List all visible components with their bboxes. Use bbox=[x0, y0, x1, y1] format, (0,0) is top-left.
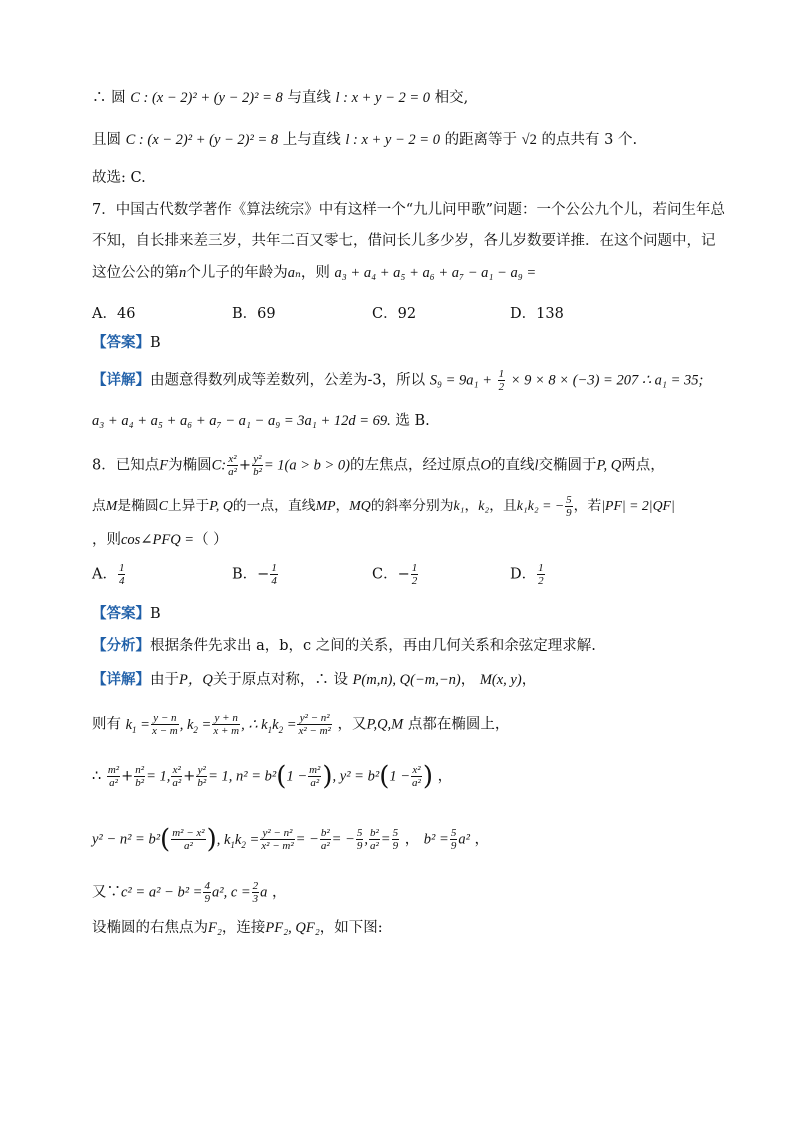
line-equation: l : x + y − 2 = 0 bbox=[345, 132, 440, 148]
var-an: aₙ bbox=[287, 265, 301, 281]
option-a: A． $\frac{1}{4}$ bbox=[92, 562, 125, 587]
text: 相交, bbox=[434, 90, 469, 106]
circle-equation: C : (x − 2)² + (y − 2)² = 8 bbox=[125, 132, 279, 148]
fraction-five-ninths: $\frac{5}{9}$ bbox=[392, 827, 399, 852]
var: C: bbox=[211, 457, 227, 474]
sum-result: a₃ + a₄ + a₅ + a₆ + a₇ − a₁ − a₉ = 3a₁ + 12d = 69. bbox=[92, 413, 391, 429]
cos-expression: cos∠PFQ = bbox=[121, 532, 195, 548]
text: 这位公公的第 bbox=[92, 265, 179, 281]
text: （ ） bbox=[194, 532, 228, 548]
text: 设椭圆的右焦点为 bbox=[92, 920, 208, 936]
text: 则有 bbox=[92, 716, 121, 733]
option-b: B．− $\frac{1}{4}$ bbox=[232, 562, 277, 587]
var: P, Q bbox=[596, 457, 622, 474]
answer-tag: 【答案】 bbox=[92, 334, 150, 351]
detail-8-line-4: y² − n² = b²( $\frac{\text{m² − x²}}{\text{a²}}$ ), $k_1k_2$ = $\frac{\text{y² − n²}}{\text{x² − m²}}$ = − $\frac{\text{b²}}{\text{a²}}$ = − $\frac{5}{9}$ , $\frac{\text{b²}}{\text{a²}}$ = $\frac{5}{9}$ ， b² = $\frac{5}{9}$ a² ， bbox=[92, 824, 490, 855]
focal-expression: c² = a² − b² = bbox=[121, 884, 203, 901]
option-d: D． $\frac{1}{2}$ bbox=[510, 562, 544, 587]
fraction-y2b2: $\frac{\text{y²}}{\text{b²}}$ bbox=[197, 764, 207, 789]
answer-tag: 【答案】 bbox=[92, 605, 150, 622]
text: ， bbox=[272, 884, 287, 901]
answer-7 bbox=[92, 333, 754, 353]
choice-line: 故选: C. bbox=[92, 170, 146, 186]
detail-8-line-6 bbox=[92, 918, 754, 938]
text: ，如下图: bbox=[319, 920, 383, 936]
text: 的距离等于 bbox=[444, 132, 518, 148]
fraction-b2a2: $\frac{\text{b²}}{\text{a²}}$ bbox=[320, 827, 330, 852]
text: ∴ 圆 bbox=[92, 90, 126, 106]
text: 又∵ bbox=[92, 884, 121, 901]
detail-8-line-5 bbox=[92, 880, 754, 905]
text: 的点共有 3 个. bbox=[541, 132, 638, 148]
answer-value: B bbox=[150, 335, 161, 351]
text: ， bbox=[460, 672, 476, 688]
point-coords: M(x, y) bbox=[479, 672, 522, 688]
text: ∴ bbox=[92, 768, 102, 785]
question-8-line-2 bbox=[92, 494, 754, 519]
sqrt-two: √2 bbox=[521, 132, 537, 148]
text: 由于 bbox=[150, 672, 179, 688]
analysis-8 bbox=[92, 636, 754, 656]
var: a bbox=[260, 884, 268, 901]
fraction-m2a2: $\frac{\text{m²}}{\text{a²}}$ bbox=[107, 764, 120, 789]
fraction-k1k2: $\frac{\text{y² − n²}}{\text{x² − m²}}$ bbox=[261, 827, 294, 852]
text: ，且 bbox=[489, 498, 517, 514]
question-8-line-1: 8．已知点F为椭圆C: $\frac{\text{x²}}{\text{a²}}$ + $\frac{\text{y²}}{\text{b²}}$ = 1(a > b > 0)的左焦点，经过原点O的直线l交椭圆于P, Q两点， bbox=[92, 453, 665, 478]
text: 的一点，直线 bbox=[232, 498, 316, 514]
text: ， bbox=[474, 831, 490, 848]
text: 上与直线 bbox=[282, 132, 341, 148]
answer-value: B bbox=[150, 606, 161, 622]
option-c: C．92 bbox=[372, 306, 417, 322]
text: 点 bbox=[92, 498, 106, 514]
var: MP bbox=[315, 498, 336, 513]
text: 且圆 bbox=[92, 132, 121, 148]
fraction-n2b2: $\frac{\text{n²}}{\text{b²}}$ bbox=[135, 764, 145, 789]
fraction-four-ninths: $\frac{4}{9}$ bbox=[204, 880, 210, 905]
fraction-two-thirds: $\frac{2}{3}$ bbox=[252, 880, 259, 905]
circle-equation: C : (x − 2)² + (y − 2)² = 8 bbox=[130, 90, 283, 106]
fraction-x2a2: $\frac{\text{x²}}{\text{a²}}$ bbox=[412, 764, 421, 789]
var: P，Q bbox=[179, 672, 213, 688]
ellipse-equation: = 1(a > b > 0) bbox=[263, 457, 351, 474]
fraction-x2a2: $\frac{\text{x²}}{\text{a²}}$ bbox=[228, 453, 237, 478]
sum-expression: S₉ = 9a₁ + bbox=[429, 372, 493, 389]
var: O bbox=[480, 457, 491, 474]
line-equation: l : x + y − 2 = 0 bbox=[335, 90, 431, 106]
var-n: n bbox=[179, 265, 187, 281]
text: ， bbox=[335, 498, 350, 514]
var: k₁ bbox=[453, 498, 465, 513]
option-b: B．69 bbox=[232, 306, 276, 322]
text: 的左焦点，经过原点 bbox=[350, 457, 481, 474]
text: 关于原点对称，∴ 设 bbox=[212, 672, 348, 688]
fraction-k1k2: $\frac{\text{y² − n²}}{\text{x² − m²}}$ bbox=[298, 712, 331, 737]
fraction-m2a2: $\frac{\text{m²}}{\text{a²}}$ bbox=[309, 764, 321, 789]
detail-8-line-1 bbox=[92, 670, 754, 690]
text: 与直线 bbox=[287, 90, 331, 106]
option-a: A．46 bbox=[92, 306, 136, 322]
question-7-expression: a₃ + a₄ + a₅ + a₆ + a₇ − a₁ − a₉ = bbox=[334, 265, 537, 281]
point-coords: P(m,n), Q(−m,−n) bbox=[352, 672, 461, 688]
var: k₂ bbox=[478, 498, 490, 513]
var: MQ bbox=[349, 498, 371, 513]
fraction-five-ninths: $\frac{5}{9}$ bbox=[566, 494, 572, 519]
focal-ratio: |PF| = 2|QF| bbox=[601, 498, 675, 513]
text: 交椭圆于 bbox=[538, 457, 597, 474]
fraction-x2a2: $\frac{\text{x²}}{\text{a²}}$ bbox=[172, 764, 182, 789]
text: ，又 bbox=[337, 716, 367, 733]
text: ， bbox=[521, 672, 537, 688]
text: 个儿子的年龄为 bbox=[186, 265, 288, 281]
text: 8．已知点 bbox=[92, 457, 160, 474]
line-intersect bbox=[92, 88, 754, 108]
fraction-five-ninths: $\frac{5}{9}$ bbox=[450, 827, 457, 852]
fraction-five-ninths: $\frac{5}{9}$ bbox=[356, 827, 363, 852]
slope-product: k₁k₂ = − bbox=[516, 498, 565, 513]
fraction-k1: $\frac{y - n}{x - m}$ bbox=[151, 712, 178, 737]
var: l bbox=[534, 457, 539, 474]
text: 上异于 bbox=[167, 498, 210, 514]
text: 选 B. bbox=[395, 413, 430, 429]
var: F₂ bbox=[208, 920, 222, 936]
question-8-line-3 bbox=[92, 530, 754, 550]
fraction-half: $\frac{1}{2}$ bbox=[498, 368, 505, 393]
text: 由题意得数列成等差数列，公差为-3，所以 bbox=[150, 372, 426, 389]
fraction-m2-x2: $\frac{\text{m² − x²}}{\text{a²}}$ bbox=[172, 827, 205, 852]
text: 根据条件先求出 a，b，c 之间的关系，再由几何关系和余弦定理求解. bbox=[150, 638, 596, 654]
detail-8-line-3: ∴ $\frac{\text{m²}}{\text{a²}}$ + $\frac{\text{n²}}{\text{b²}}$ = 1, $\frac{\text{x²}}{\text{a²}}$ + $\frac{\text{y²}}{\text{b²}}$ = 1, n² = b²(1 − $\frac{\text{m²}}{\text{a²}}$ ), y² = b²(1 − $\frac{\text{x²}}{\text{a²}}$ ) ， bbox=[92, 761, 453, 792]
fraction-y2b2: $\frac{\text{y²}}{\text{b²}}$ bbox=[253, 453, 262, 478]
var: F bbox=[159, 457, 169, 474]
var: C bbox=[158, 498, 168, 513]
text: 的直线 bbox=[491, 457, 535, 474]
fraction-b2a2: $\frac{\text{b²}}{\text{a²}}$ bbox=[369, 827, 379, 852]
option-c: C．− $\frac{1}{2}$ bbox=[372, 562, 418, 587]
text: ，连接 bbox=[221, 920, 266, 936]
option-d: D．138 bbox=[510, 306, 564, 322]
segments: PF₂, QF₂ bbox=[265, 920, 320, 936]
detail-tag: 【详解】 bbox=[92, 371, 150, 389]
detail-8-line-2: 则有 $k_1$ = $\frac{y - n}{x - m}$ , $k_2$ = $\frac{y + n}{x + m}$ , ∴ $k_1k_2$ = $\frac{\text{y² − n²}}{\text{x² − m²}}$ ，又P,Q,M 点都在椭圆上， bbox=[92, 712, 510, 737]
text: ， bbox=[464, 498, 479, 514]
question-7-text bbox=[92, 263, 754, 283]
detail-tag: 【详解】 bbox=[92, 671, 150, 688]
text: 是椭圆 bbox=[117, 498, 159, 514]
analysis-tag: 【分析】 bbox=[92, 637, 150, 654]
fraction-k2: $\frac{y + n}{x + m}$ bbox=[213, 712, 240, 737]
var: P, Q bbox=[209, 498, 233, 513]
text: 的斜率分别为 bbox=[370, 498, 454, 514]
text: ，则 bbox=[300, 265, 330, 281]
detail-7-line-2 bbox=[92, 411, 754, 431]
var: P,Q,M bbox=[366, 716, 404, 733]
text: 点都在椭圆上， bbox=[407, 716, 510, 733]
text: ，若 bbox=[573, 498, 602, 514]
text: ， bbox=[437, 768, 453, 785]
detail-7-line-1 bbox=[92, 368, 754, 393]
sum-expression: × 9 × 8 × (−3) = 207 ∴ a₁ = 35; bbox=[510, 372, 704, 389]
question-7-text: 不知，自长排来差三岁，共年二百又零七，借问长儿多少岁，各儿岁数要详推．在这个问题中，记 bbox=[92, 233, 716, 249]
question-7-text: 7．中国古代数学著作《算法统宗》中有这样一个“九儿问甲歌”问题：一个公公九个儿，若问生年总 bbox=[92, 202, 726, 218]
text: 两点， bbox=[621, 457, 665, 474]
text: ，则 bbox=[92, 532, 121, 548]
var: M bbox=[105, 498, 118, 513]
text: 为椭圆 bbox=[168, 457, 212, 474]
answer-8 bbox=[92, 604, 754, 624]
focal-expression: a², c = bbox=[211, 884, 251, 901]
line-count-points bbox=[92, 130, 754, 150]
